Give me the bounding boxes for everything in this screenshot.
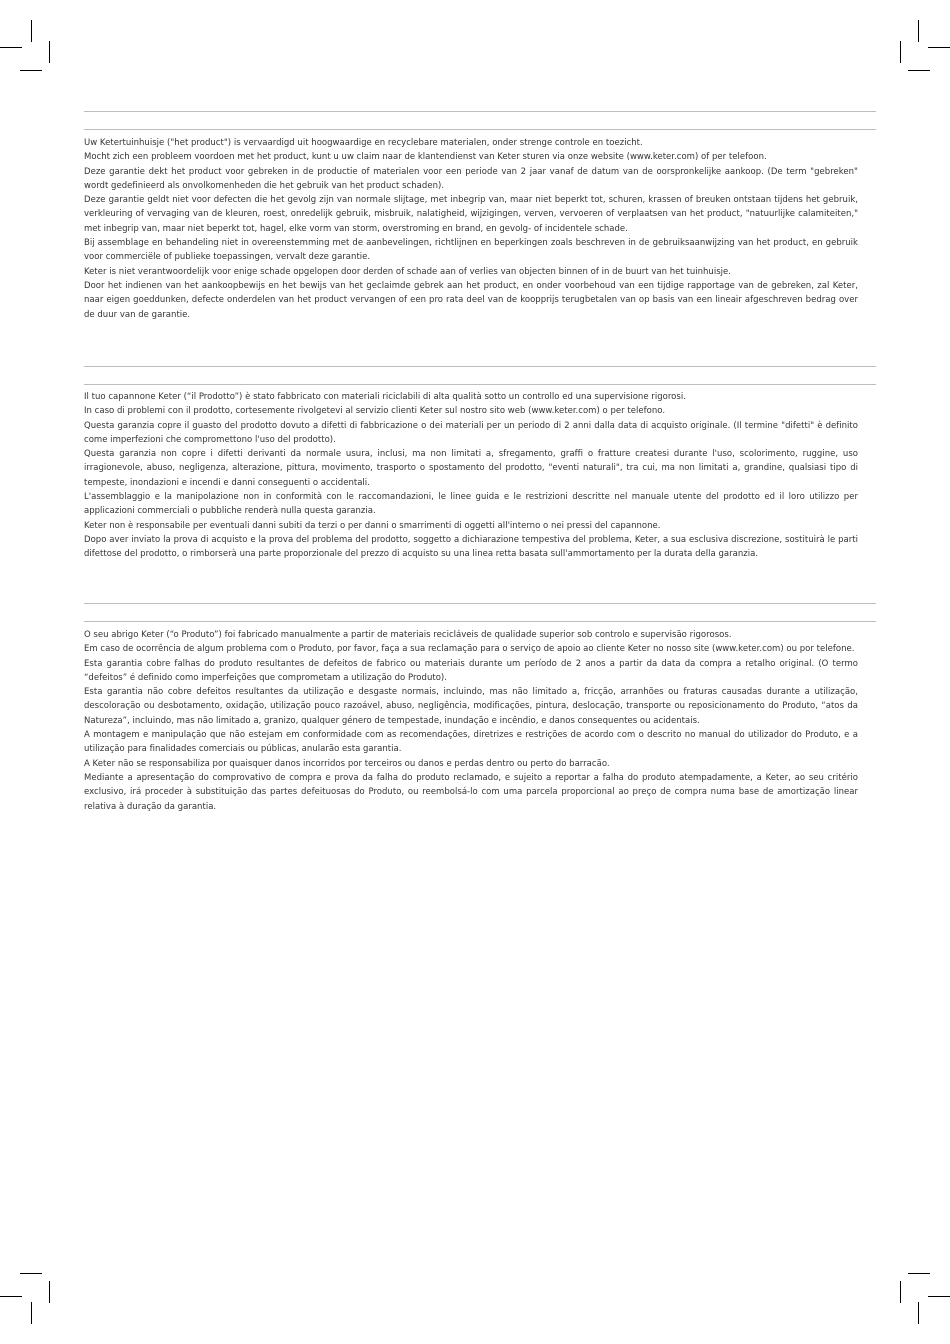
warranty-section-nl xyxy=(84,136,858,322)
warranty-paragraph: Keter is niet verantwoordelijk voor enige schade opgelopen door derden of schade aan of verlies van objecten binnen of in de buurt van het tuinhuisje. xyxy=(84,266,732,277)
warranty-section-it xyxy=(84,390,858,562)
crop-mark xyxy=(0,1296,22,1297)
warranty-paragraph: Uw Ketertuinhuisje ("het product") is vervaardigd uit hoogwaardige en recyclebare materialen, onder strenge controle en toezicht. xyxy=(84,138,643,148)
warranty-paragraph: A montagem e manipulação que não estejam em conformidade com as recomendações, diretrizes e restrições de acordo com o descrito no manual do utilizador do Produto, e a utilização para finalidades comerciais ou públicas, anularão esta garantia. xyxy=(84,730,858,755)
section-rule-bottom xyxy=(84,384,876,385)
crop-mark xyxy=(928,47,950,48)
crop-mark xyxy=(918,1302,919,1324)
crop-mark xyxy=(0,47,22,48)
warranty-paragraph: Mediante a apresentação do comprovativo de compra e prova da falha do produto reclamado, e sujeito a reportar a falha do produto atempadamente, a Keter, ao seu critério exclusivo, irá proceder à substituição das partes defeituosas do Produto, ou reembolsá-lo com uma parcela proporcional ao preço de compra numa base de amortização linear relativa à duração da garantia. xyxy=(84,772,858,812)
section-rule-top xyxy=(84,366,876,367)
warranty-paragraph: Deze garantie dekt het product voor gebreken in de productie of materialen voor een periode van 2 jaar vanaf de datum van de oorspronkelijke aankoop. (De term "gebreken" wordt gedefinieerd als onvolkomenheden die het gebruik van het product schaden). xyxy=(84,166,858,191)
warranty-paragraph: Dopo aver inviato la prova di acquisto e la prova del problema del prodotto, soggetto a dichiarazione tempestiva del problema, Keter, a sua esclusiva discrezione, sostituirà le parti difettose del prodotto, o rimborserà una parte proporzionale del prezzo di acquisto su una linea retta basata sull'ammortamento per la durata della garanzia. xyxy=(84,534,858,560)
warranty-paragraph: Mocht zich een probleem voordoen met het product, kunt u uw claim naar de klantendienst van Keter sturen via onze website (www.keter.com) of per telefoon. xyxy=(84,152,767,163)
section-rule-bottom xyxy=(84,129,876,130)
warranty-paragraph: Questa garanzia non copre i difetti derivanti da normale usura, inclusi, ma non limitati a, sfregamento, graffi o fratture createsi durante l'uso, scolorimento, ruggine, uso irragionevole, abuso, negligenza, alterazione, pittura, movimento, trasporto o spostamento del prodotto, "eventi naturali", tra cui, ma non limitati a, grandine, qualsiasi tipo di tempeste, inondazioni e incendi e danni conseguenti o accidentali. xyxy=(84,449,858,488)
warranty-paragraph: Keter non è responsabile per eventuali danni subiti da terzi o per danni o smarrimenti di oggetti all'interno o nei pressi del capannone. xyxy=(84,520,661,531)
warranty-paragraph: L'assemblaggio e la manipolazione non in conformità con le raccomandazioni, le linee guida e le restrizioni descritte nel manuale utente del prodotto ed il loro utilizzo per applicazioni commerciali o pubbliche renderà nulla questa garanzia. xyxy=(84,492,858,517)
section-rule-bottom xyxy=(84,621,876,622)
crop-mark xyxy=(49,1281,50,1303)
crop-mark xyxy=(908,70,930,71)
crop-mark xyxy=(918,20,919,42)
warranty-paragraph: In caso di problemi con il prodotto, cortesemente rivolgetevi al servizio clienti Keter sul nostro sito web (www.keter.com) o per telefono. xyxy=(84,406,666,417)
warranty-paragraph: Esta garantia não cobre defeitos resultantes da utilização e desgaste normais, incluindo, mas não limitado a, fricção, arranhões ou fraturas causadas durante a utilização, descoloração ou desbotamento, oxidação, utilização pouco razoável, abuso, negligência, modificações, pintura, deslocação, transporte ou reposicionamento do Produto, “atos da Natureza”, incluindo, mas não limitado a, granizo, qualquer género de tempestade, inundação e incêndio, e danos consequentes ou acidentais. xyxy=(84,687,858,726)
crop-mark xyxy=(20,70,42,71)
section-rule-top xyxy=(84,111,876,112)
warranty-paragraph: A Keter não se responsabiliza por quaisquer danos incorridos por terceiros ou danos e perdas dentro ou perto do barracão. xyxy=(84,758,610,769)
crop-mark xyxy=(49,41,50,63)
warranty-paragraph: Questa garanzia copre il guasto del prodotto dovuto a difetti di fabbricazione o dei materiali per un periodo di 2 anni dalla data di acquisto originale. (Il termine "difetti" è definito come imperfezioni che compromettono l'uso del prodotto). xyxy=(84,420,858,445)
crop-mark xyxy=(20,1273,42,1274)
crop-mark xyxy=(31,1302,32,1324)
warranty-paragraph: O seu abrigo Keter (“o Produto”) foi fabricado manualmente a partir de materiais recicláveis de qualidade superior sob controlo e supervisão rigorosos. xyxy=(84,630,732,640)
warranty-paragraph: Deze garantie geldt niet voor defecten die het gevolg zijn van normale slijtage, met inbegrip van, maar niet beperkt tot, schuren, krassen of breuken ontstaan tijdens het gebruik, verkleuring of vervaging van de kleuren, roest, onredelijk gebruik, misbruik, nalatigheid, wijzigingen, verven, vervoeren of verplaatsen van het product, "natuurlijke calamiteiten," met inbegrip van, maar niet beperkt tot, hagel, elke vorm van storm, overstroming en brand, en gevolg- of incidentele schade. xyxy=(84,195,858,234)
warranty-paragraph: Bij assemblage en behandeling niet in overeenstemming met de aanbevelingen, richtlijnen en beperkingen zoals beschreven in de gebruiksaanwijzing van het product, en gebruik voor commerciële of publieke toepassingen, vervalt deze garantie. xyxy=(84,238,858,263)
crop-mark xyxy=(928,1296,950,1297)
crop-mark xyxy=(900,41,901,63)
warranty-paragraph: Esta garantia cobre falhas do produto resultantes de defeitos de fabrico ou materiais durante um período de 2 anos a partir da data da compra a retalho original. (O termo “defeitos” é definido como imperfeições que comprometam a utilização do Produto). xyxy=(84,658,858,683)
crop-mark xyxy=(900,1281,901,1303)
crop-mark xyxy=(31,20,32,42)
warranty-paragraph: Il tuo capannone Keter (“il Prodotto”) è stato fabbricato con materiali riciclabili di alta qualità sotto un controllo ed una supervisione rigorosi. xyxy=(84,392,686,402)
warranty-paragraph: Door het indienen van het aankoopbewijs en het bewijs van het geclaimde gebrek aan het product, en onder voorbehoud van een tijdige rapportage van de gebreken, zal Keter, naar eigen goeddunken, defecte onderdelen van het product vervangen of een pro rata deel van de koopprijs terugbetalen van op basis van een lineair afgeschreven bedrag over de duur van de garantie. xyxy=(84,280,858,320)
warranty-section-pt xyxy=(84,628,858,814)
warranty-paragraph: Em caso de ocorrência de algum problema com o Produto, por favor, faça a sua reclamação para o serviço de apoio ao cliente Keter no nosso site (www.keter.com) ou por telefone. xyxy=(84,644,855,655)
section-rule-top xyxy=(84,603,876,604)
crop-mark xyxy=(908,1273,930,1274)
